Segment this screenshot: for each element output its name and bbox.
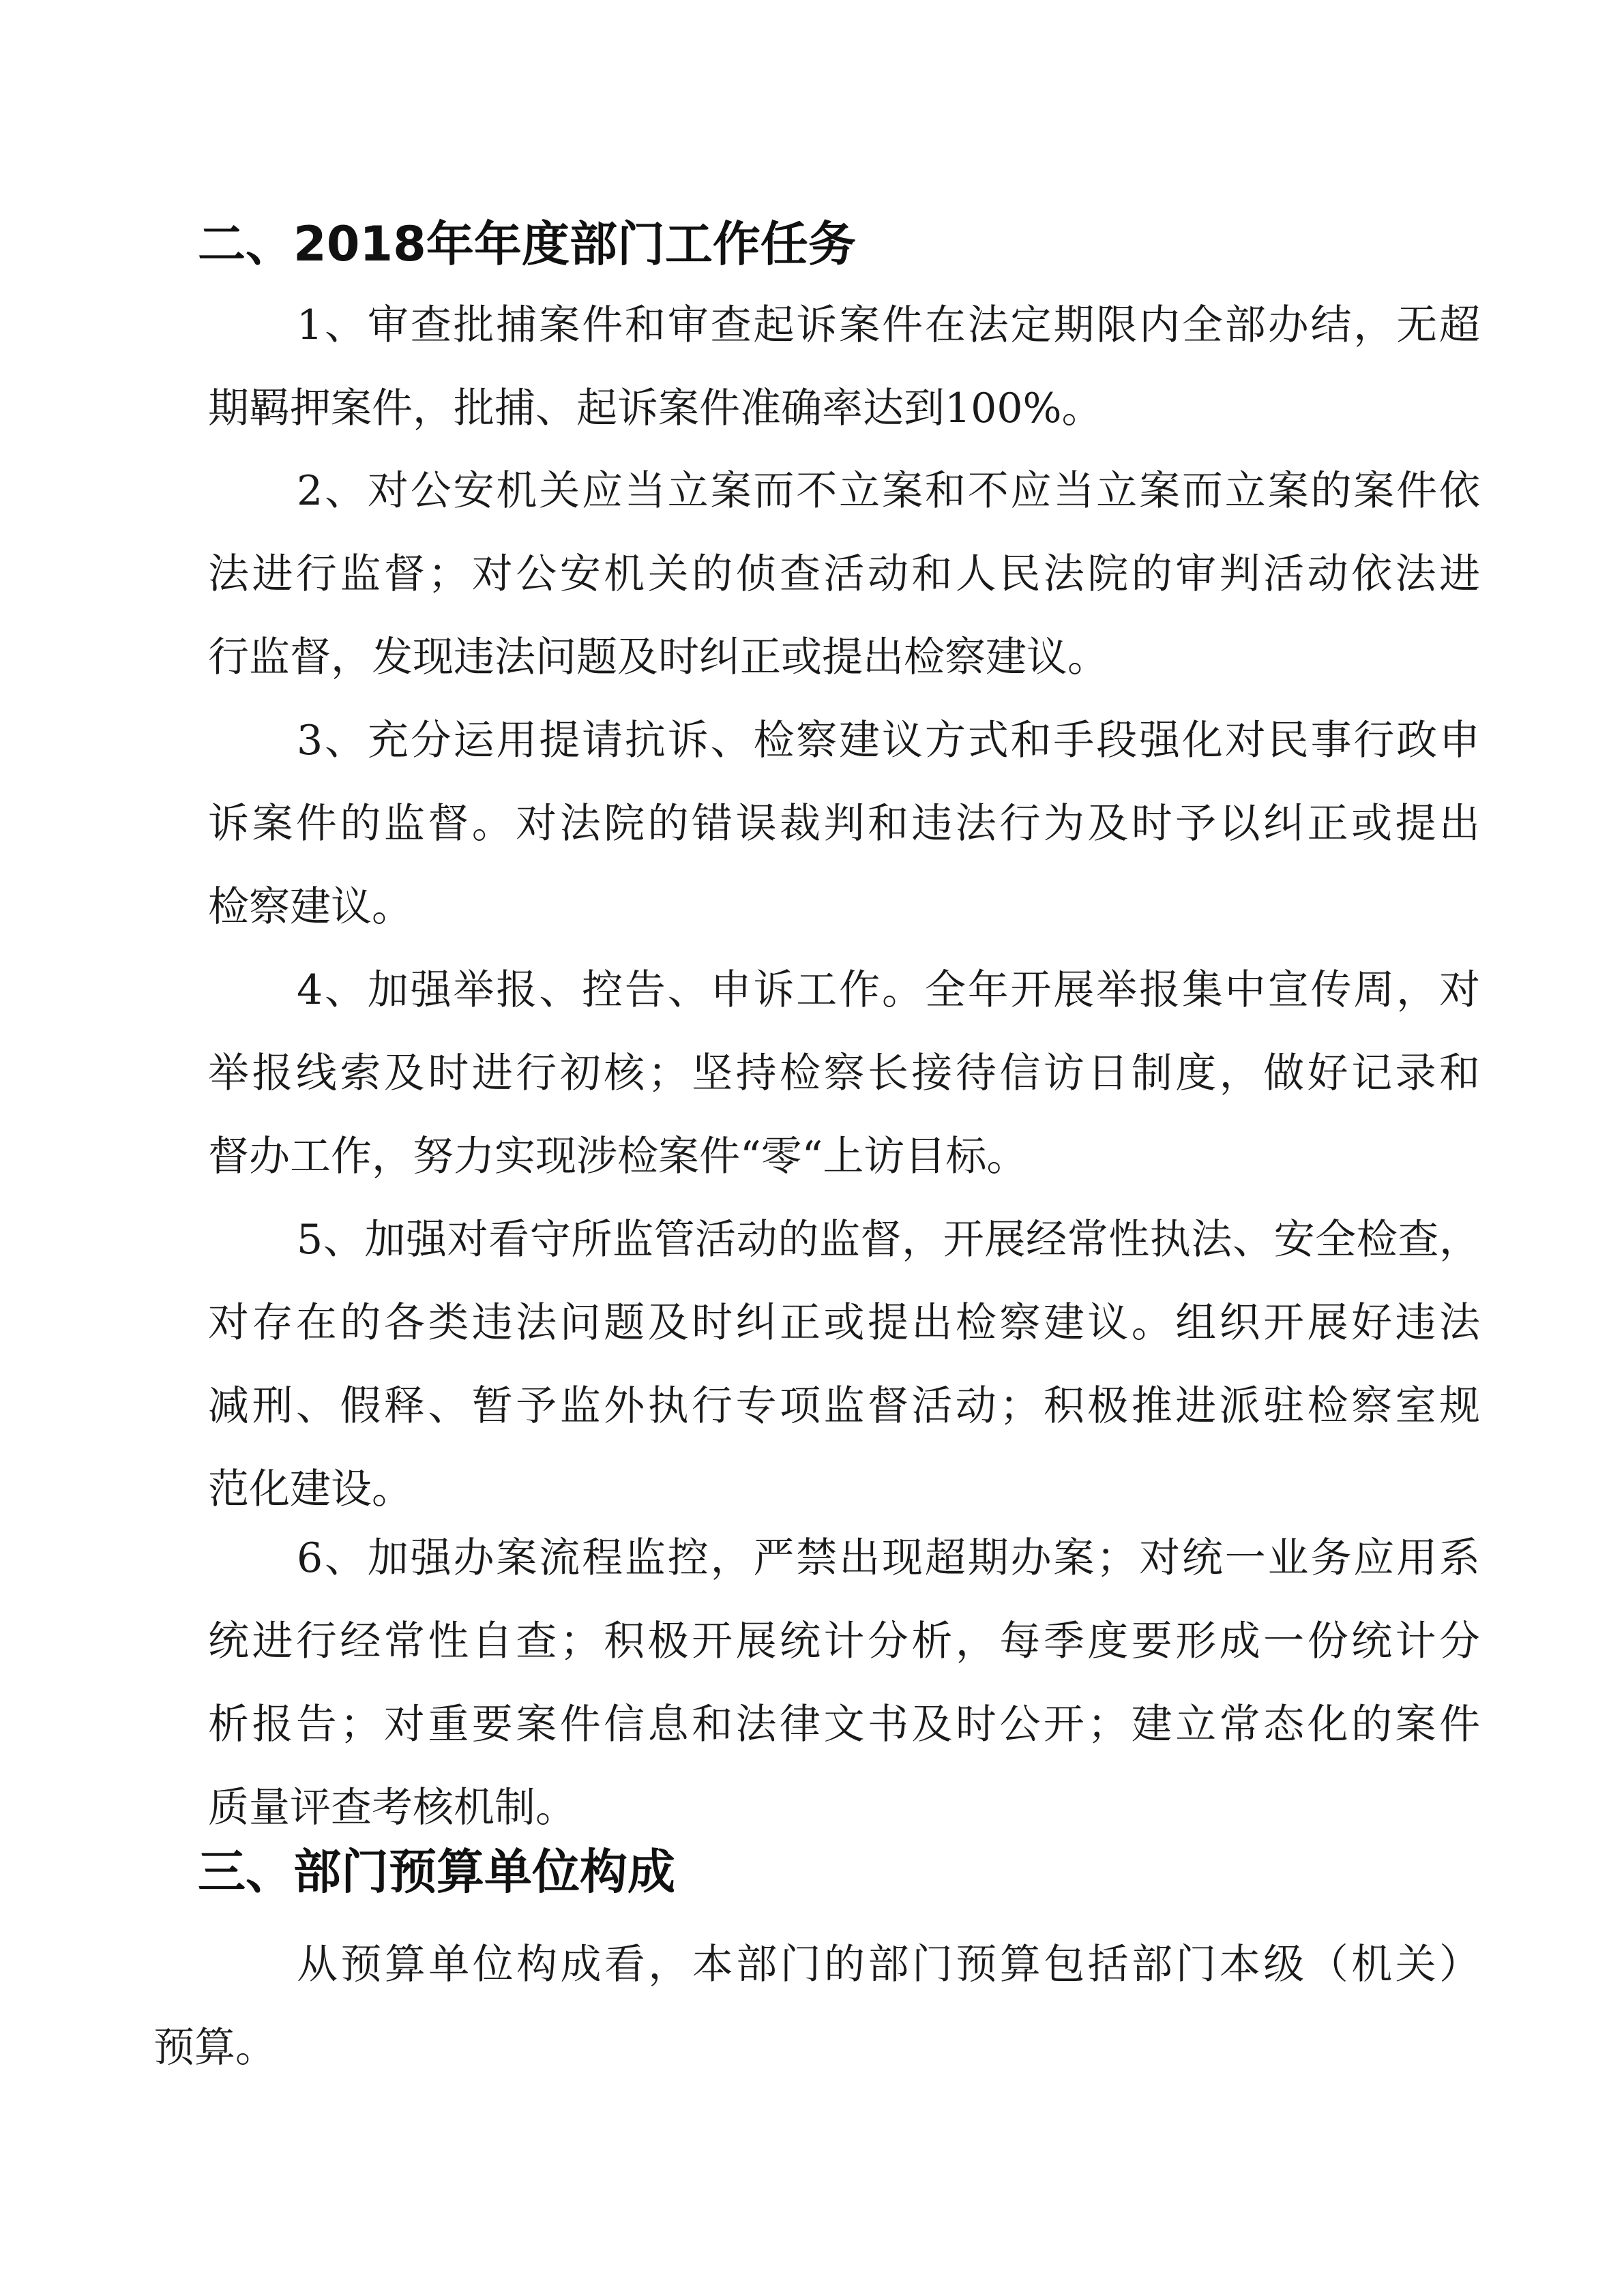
paragraph-line: 诉案件的监督。对法院的错误裁判和违法行为及时予以纠正或提出 bbox=[208, 800, 1480, 848]
paragraph-line: 1、审查批捕案件和审查起诉案件在法定期限内全部办结，无超 bbox=[297, 301, 1480, 349]
task-paragraph-3 bbox=[208, 699, 1480, 949]
paragraph-line: 法进行监督；对公安机关的侦查活动和人民法院的审判活动依法进 bbox=[208, 550, 1480, 598]
task-paragraph-6 bbox=[208, 1517, 1480, 1849]
budget-units-paragraph bbox=[153, 1923, 1480, 2089]
paragraph-line: 减刑、假释、暂予监外执行专项监督活动；积极推进派驻检察室规 bbox=[208, 1382, 1480, 1430]
task-paragraph-4 bbox=[208, 949, 1480, 1198]
paragraph-line: 督办工作，努力实现涉检案件“零“上访目标。 bbox=[208, 1133, 1028, 1180]
task-paragraph-1 bbox=[208, 284, 1480, 450]
paragraph-line: 统进行经常性自查；积极开展统计分析，每季度要形成一份统计分 bbox=[208, 1617, 1480, 1665]
paragraph-line: 举报线索及时进行初核；坚持检察长接待信访日制度，做好记录和 bbox=[208, 1049, 1480, 1097]
paragraph-line: 析报告；对重要案件信息和法律文书及时公开；建立常态化的案件 bbox=[208, 1701, 1480, 1748]
task-paragraph-5 bbox=[208, 1198, 1480, 1531]
section-heading-budget-units: 三、部门预算单位构成 bbox=[198, 1844, 675, 1900]
task-paragraph-2 bbox=[208, 449, 1480, 699]
paragraph-line: 检察建议。 bbox=[208, 883, 413, 931]
paragraph-line: 4、加强举报、控告、申诉工作。全年开展举报集中宣传周，对 bbox=[297, 966, 1480, 1014]
paragraph-line: 期羁押案件，批捕、起诉案件准确率达到100%。 bbox=[208, 385, 1103, 432]
paragraph-line: 6、加强办案流程监控，严禁出现超期办案；对统一业务应用系 bbox=[297, 1534, 1480, 1582]
paragraph-line: 范化建设。 bbox=[208, 1465, 413, 1513]
paragraph-line: 质量评查考核机制。 bbox=[208, 1784, 576, 1832]
paragraph-line: 3、充分运用提请抗诉、检察建议方式和手段强化对民事行政申 bbox=[297, 717, 1480, 764]
paragraph-line: 预算。 bbox=[153, 2024, 276, 2072]
section-heading-work-tasks: 二、2018年年度部门工作任务 bbox=[198, 216, 856, 272]
paragraph-line: 从预算单位构成看，本部门的部门预算包括部门本级（机关） bbox=[297, 1941, 1480, 1988]
paragraph-line: 2、对公安机关应当立案而不立案和不应当立案而立案的案件依 bbox=[297, 467, 1480, 515]
paragraph-line: 对存在的各类违法问题及时纠正或提出检察建议。组织开展好违法 bbox=[208, 1299, 1480, 1347]
paragraph-line: 5、加强对看守所监管活动的监督，开展经常性执法、安全检查， bbox=[297, 1216, 1480, 1264]
paragraph-line: 行监督，发现违法问题及时纠正或提出检察建议。 bbox=[208, 633, 1108, 681]
